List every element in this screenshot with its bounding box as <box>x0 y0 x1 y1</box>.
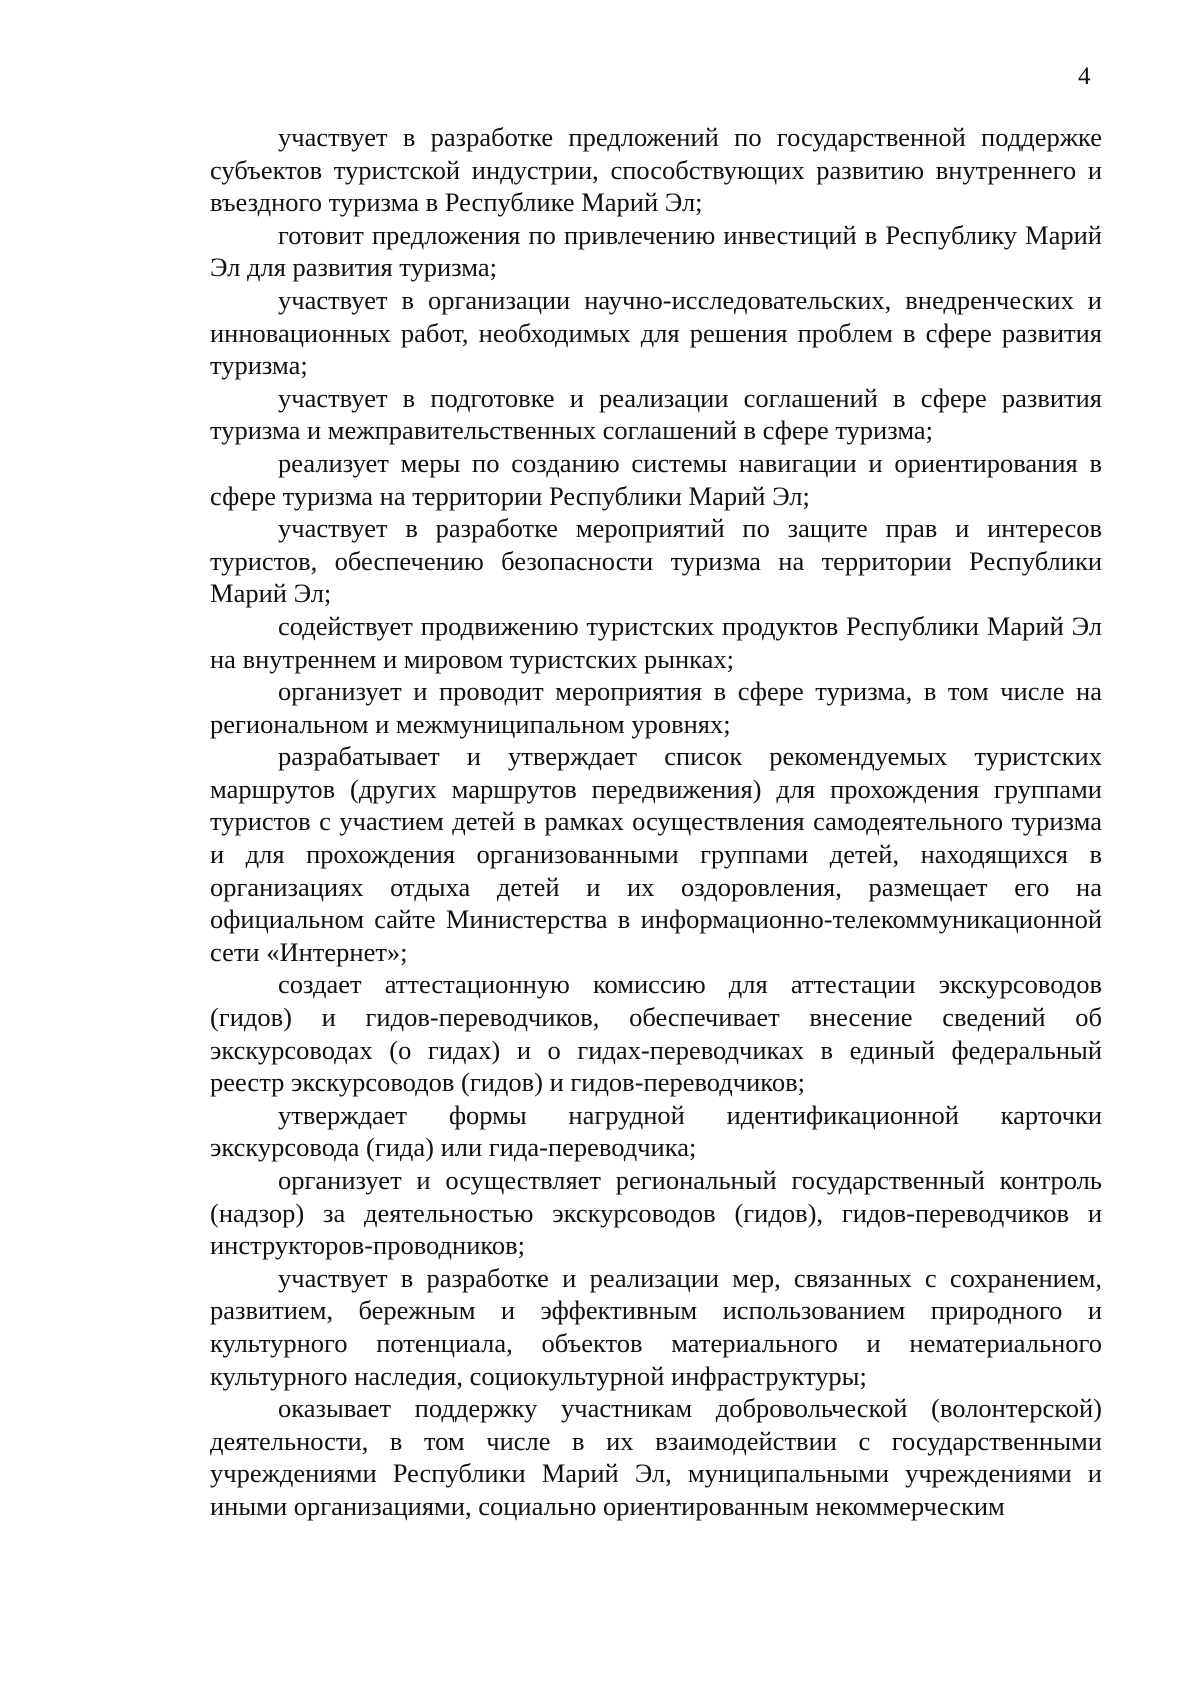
paragraph: утверждает формы нагрудной идентификационной карточки экскурсовода (гида) или гида-переводчика; <box>210 1099 1102 1163</box>
paragraph: оказывает поддержку участникам добровольческой (волонтерской) деятельности, в том числе в их взаимодействии с государственными учреждениями Республики Марий Эл, муниципальными учреждениями и иными организациями, социально ориентированным некоммерческим <box>210 1393 1102 1521</box>
paragraph: создает аттестационную комиссию для аттестации экскурсоводов (гидов) и гидов-переводчиков, обеспечивает внесение сведений об экскурсоводах (о гидах) и о гидах-переводчиках в единый федеральный реестр экскурсоводов (гидов) и гидов-переводчиков; <box>210 969 1102 1098</box>
paragraph: участвует в организации научно-исследовательских, внедренческих и инновационных работ, необходимых для решения проблем в сфере развития туризма; <box>210 284 1102 381</box>
paragraph: готовит предложения по привлечению инвестиций в Республику Марий Эл для развития туризма; <box>210 219 1102 283</box>
paragraph: участвует в разработке мероприятий по защите прав и интересов туристов, обеспечению безопасности туризма на территории Республики Марий Эл; <box>210 513 1102 609</box>
paragraph: участвует в разработке предложений по государственной поддержке субъектов туристской индустрии, способствующих развитию внутреннего и въездного туризма в Республике Марий Эл; <box>210 122 1102 218</box>
paragraph: организует и проводит мероприятия в сфере туризма, в том числе на региональном и межмуниципальном уровнях; <box>210 676 1102 739</box>
paragraph: участвует в подготовке и реализации соглашений в сфере развития туризма и межправительственных соглашений в сфере туризма; <box>210 382 1102 446</box>
paragraph: содействует продвижению туристских продуктов Республики Марий Эл на внутреннем и мировом туристских рынках; <box>210 610 1102 674</box>
document-body <box>210 121 1102 1523</box>
paragraph: реализует меры по созданию системы навигации и ориентирования в сфере туризма на территории Республики Марий Эл; <box>210 447 1102 511</box>
paragraph: разрабатывает и утверждает список рекомендуемых туристских маршрутов (других маршрутов передвижения) для прохождения группами туристов с участием детей в рамках осуществления самодеятельного туризма и для прохождения организованными группами детей, находящихся в организациях отдыха детей и их оздоровления, размещает его на официальном сайте Министерства в информационно-телекоммуникационной сети «Интернет»; <box>210 741 1102 967</box>
paragraph: организует и осуществляет региональный государственный контроль (надзор) за деятельностью экскурсоводов (гидов), гидов-переводчиков и инструкторов-проводников; <box>210 1165 1102 1261</box>
paragraph: участвует в разработке и реализации мер, связанных с сохранением, развитием, бережным и эффективным использованием природного и культурного потенциала, объектов материального и нематериального культурного наследия, социокультурной инфраструктуры; <box>210 1262 1102 1391</box>
page-number: 4 <box>1078 63 1091 90</box>
